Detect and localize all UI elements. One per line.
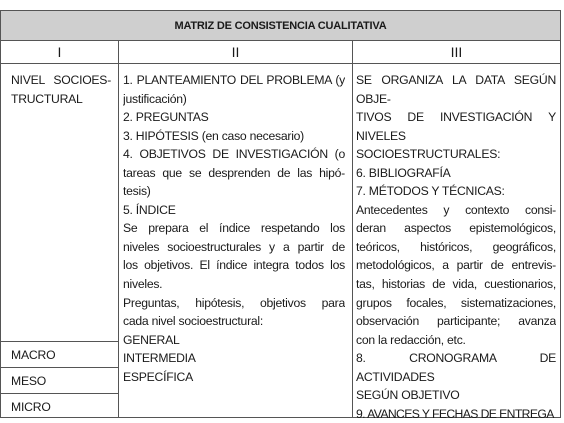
col3-line: teóricos, históricos, geográficos, <box>356 239 556 254</box>
level-macro: MACRO <box>11 348 56 362</box>
col3-line: SOCIOESTRUCTURALES: <box>356 147 501 162</box>
col3-line: observación participante; avanza <box>356 314 556 329</box>
col3-line: 6. BIBLIOGRAFÍA <box>356 165 451 180</box>
col2-line: niveles. <box>123 277 163 292</box>
col3-line: TIVOS DE INVESTIGACIÓN Y NIVELES <box>356 110 556 143</box>
col3-line: tas, historias de vida, cuestionarios, <box>356 277 556 292</box>
col2-line: cada nivel socioestructural: <box>123 314 263 329</box>
row-divider-meso <box>1 367 118 368</box>
col2-line: Preguntas, hipótesis, objetivos para <box>123 295 345 310</box>
consistency-matrix-table <box>0 10 561 421</box>
column-header-row <box>1 41 560 64</box>
col3-line: SEGÚN OBJETIVO <box>356 388 460 403</box>
col2-line: GENERAL <box>123 332 180 347</box>
column-divider-2 <box>352 41 353 417</box>
col2-line: los objetivos. El índice integra todos los <box>123 258 345 273</box>
col3-line: 8. CRONOGRAMA DE ACTIVIDADES <box>356 351 556 384</box>
col2-line: INTERMEDIA <box>123 351 196 366</box>
col2-line: Se prepara el índice respetando los <box>123 221 345 236</box>
col3-line: SE ORGANIZA LA DATA SEGÚN OBJE- <box>356 73 556 106</box>
col1-line: NIVEL SOCIOES- <box>11 73 111 87</box>
col2-line: tesis) <box>123 184 151 199</box>
col3-line: metodológicos, a partir de entrevis- <box>356 258 556 273</box>
col3-line: 9. AVANCES Y FECHAS DE ENTREGA <box>356 406 554 421</box>
col1-line: TRUCTURAL <box>11 91 83 106</box>
column-1-text <box>11 71 111 108</box>
column-divider-1 <box>118 41 119 417</box>
col2-line: tareas que se desprenden de las hipó- <box>123 165 345 180</box>
col3-line: Antecedentes y contexto consi- <box>356 202 556 217</box>
col2-line: justificación) <box>123 91 187 106</box>
col2-line: 2. PREGUNTAS <box>123 110 209 125</box>
column-2-text <box>123 71 345 386</box>
col2-line: 1. PLANTEAMIENTO DEL PROBLEMA (y <box>123 73 345 87</box>
col2-line: niveles socioestructurales y a partir de <box>123 239 345 254</box>
level-micro: MICRO <box>11 400 51 414</box>
column-header-3: III <box>450 44 463 60</box>
table-title: MATRIZ DE CONSISTENCIA CUALITATIVA <box>1 11 560 41</box>
col3-line: 7. MÉTODOS Y TÉCNICAS: <box>356 184 505 199</box>
column-3-text <box>356 71 556 423</box>
col2-line: ESPECÍFICA <box>123 369 193 384</box>
row-divider-micro <box>1 393 118 394</box>
col3-line: grupos focales, sistematizaciones, <box>356 295 556 310</box>
col3-line: con la redacción, etc. <box>356 332 466 347</box>
column-header-1: I <box>57 44 62 60</box>
row-divider-macro <box>1 341 118 342</box>
col2-line: 5. ÍNDICE <box>123 202 176 217</box>
col3-line: deran aspectos epistemológicos, <box>356 221 556 236</box>
column-header-2: II <box>231 44 240 60</box>
level-meso: MESO <box>11 374 47 388</box>
col2-line: 4. OBJETIVOS DE INVESTIGACIÓN (o <box>123 147 345 162</box>
col2-line: 3. HIPÓTESIS (en caso necesario) <box>123 128 304 143</box>
